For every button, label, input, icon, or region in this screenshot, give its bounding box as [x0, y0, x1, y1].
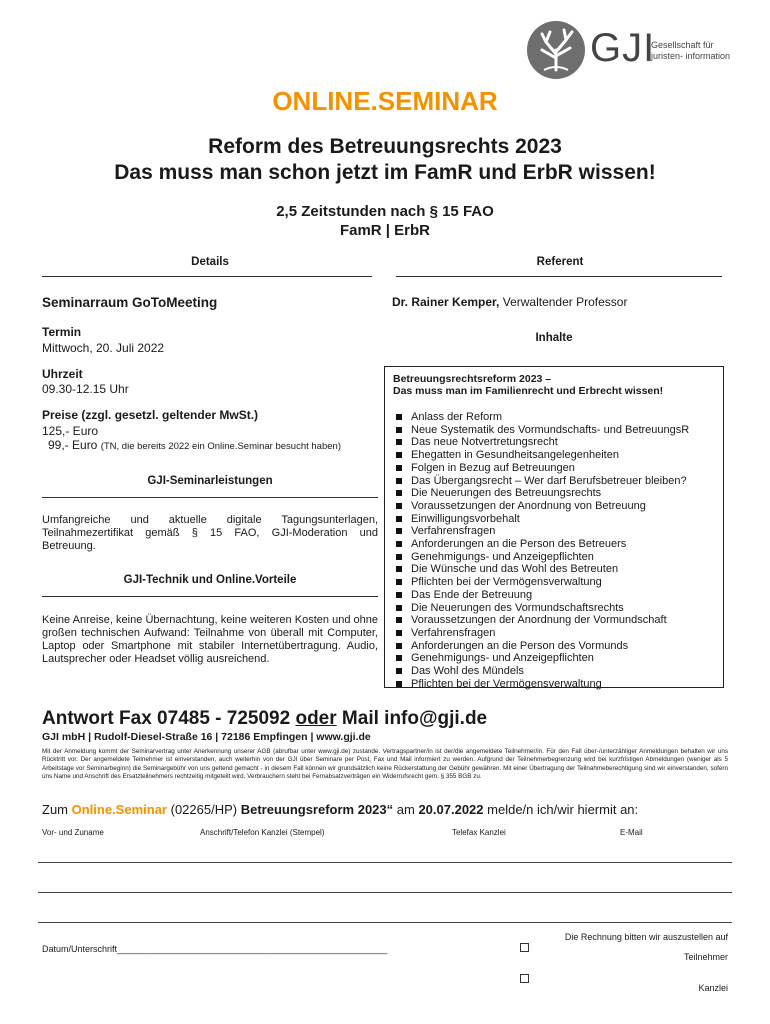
- credit-info: 2,5 Zeitstunden nach § 15 FAO FamR | ErbR: [276, 203, 494, 239]
- inhalte-item: Pflichten bei der Vermögensverwaltung: [393, 678, 689, 691]
- inhalte-item: Anlass der Reform: [393, 411, 689, 424]
- inhalte-heading: Inhalte: [535, 332, 573, 344]
- inhalte-item: Neue Systematik des Vormundschafts- und BetreuungsR: [393, 424, 689, 437]
- inhalte-item: Folgen in Bezug auf Betreuungen: [393, 462, 689, 475]
- termin-label: Termin: [42, 325, 82, 339]
- form-label-fax: Telefax Kanzlei: [452, 828, 506, 837]
- inhalte-item: Einwilligungsvorbehalt: [393, 513, 689, 526]
- inhalte-item: Das Übergangsrecht – Wer darf Berufsbetreuer bleiben?: [393, 475, 689, 488]
- price-reduced: 99,- Euro (TN, die bereits 2022 ein Online.Seminar besucht haben): [48, 438, 341, 452]
- technik-heading: GJI-Technik und Online.Vorteile: [123, 574, 297, 586]
- inhalte-item: Das Ende der Betreuung: [393, 589, 689, 602]
- logo-tagline: Gesellschaft für juristen- information: [651, 40, 731, 61]
- uhrzeit-label: Uhrzeit: [42, 367, 83, 381]
- referent: Dr. Rainer Kemper, Verwaltender Professor: [392, 295, 628, 309]
- referent-heading: Referent: [536, 256, 584, 268]
- form-label-name: Vor- und Zuname: [42, 828, 104, 837]
- company-address: GJI mbH | Rudolf-Diesel-Straße 16 | 72186 Empfingen | www.gji.de: [42, 731, 371, 743]
- form-label-email: E-Mail: [620, 828, 643, 837]
- page-title: Reform des Betreuungsrechts 2023 Das muss man schon jetzt im FamR und ErbR wissen!: [114, 135, 656, 184]
- invoice-options: Die Rechnung bitten wir auszustellen auf Teilnehmer Kanzlei: [520, 932, 728, 994]
- technik-text: Keine Anreise, keine Übernachtung, keine weiteren Kosten und ohne großen technischen Aufwand: Teilnahme von überall mit Computer, Laptop oder Smartphone mit stabiler Internetübertragung. Audio, Lautsprecher oder Headset völlig ausreichend.: [42, 614, 378, 665]
- inhalte-item: Das Wohl des Mündels: [393, 665, 689, 678]
- seminar-kicker: ONLINE.SEMINAR: [272, 86, 498, 116]
- termin-value: Mittwoch, 20. Juli 2022: [42, 341, 165, 355]
- seminar-location: Seminarraum GoToMeeting: [42, 295, 218, 310]
- details-heading: Details: [191, 256, 229, 268]
- form-entry-line[interactable]: [38, 892, 732, 893]
- inhalte-item: Verfahrensfragen: [393, 525, 689, 538]
- inhalte-item: Das neue Notvertretungsrecht: [393, 436, 689, 449]
- inhalte-list: [393, 411, 689, 690]
- inhalte-item: Genehmigungs- und Anzeigepflichten: [393, 652, 689, 665]
- inhalte-item: Die Wünsche und das Wohl des Betreuten: [393, 563, 689, 576]
- inhalte-item: Genehmigungs- und Anzeigepflichten: [393, 551, 689, 564]
- leistungen-text: Umfangreiche und aktuelle digitale Tagungsunterlagen, Teilnahmezertifikat gemäß § 15 FAO, GJI-Moderation und Betreuung.: [42, 514, 378, 552]
- logo-wordmark: GJI: [590, 26, 656, 70]
- order-statement: Zum Online.Seminar (02265/HP) Betreuungsreform 2023“ am 20.07.2022 melde/n ich/wir hiermit an:: [42, 802, 639, 817]
- divider: [42, 276, 372, 277]
- checkbox-kanzlei[interactable]: [520, 974, 529, 983]
- inhalte-box: [384, 366, 724, 688]
- form-entry-line[interactable]: [38, 922, 732, 923]
- inhalte-item: Anforderungen an die Person des Vormunds: [393, 640, 689, 653]
- checkbox-teilnehmer[interactable]: [520, 943, 529, 952]
- inhalte-item: Verfahrensfragen: [393, 627, 689, 640]
- inhalte-item: Anforderungen an die Person des Betreuers: [393, 538, 689, 551]
- form-entry-line[interactable]: [38, 862, 732, 863]
- inhalte-item: Voraussetzungen der Anordnung von Betreuung: [393, 500, 689, 513]
- form-label-address: Anschrift/Telefon Kanzlei (Stempel): [200, 828, 325, 837]
- price-full: 125,- Euro: [42, 424, 99, 438]
- inhalte-box-title: Betreuungsrechtsreform 2023 – Das muss man im Familienrecht und Erbrecht wissen!: [393, 373, 664, 397]
- leistungen-heading: GJI-Seminarleistungen: [147, 475, 273, 487]
- inhalte-item: Ehegatten in Gesundheitsangelegenheiten: [393, 449, 689, 462]
- uhrzeit-value: 09.30-12.15 Uhr: [42, 382, 129, 396]
- divider: [42, 497, 378, 498]
- preise-label: Preise (zzgl. gesetzl. geltender MwSt.): [42, 408, 259, 422]
- inhalte-item: Die Neuerungen des Betreuungsrechts: [393, 487, 689, 500]
- inhalte-item: Pflichten bei der Vermögensverwaltung: [393, 576, 689, 589]
- inhalte-item: Die Neuerungen des Vormundschaftsrechts: [393, 602, 689, 615]
- answer-line: Antwort Fax 07485 - 725092 oder Mail info@gji.de: [42, 708, 488, 729]
- signature-field[interactable]: Datum/Unterschrift______________________________________________________: [42, 944, 388, 954]
- divider: [396, 276, 722, 277]
- inhalte-item: Voraussetzungen der Anordnung der Vormundschaft: [393, 614, 689, 627]
- legal-notice: Mit der Anmeldung kommt der Seminarvertrag unter Anerkennung unserer AGB (abrufbar unter www.gji.de) zustande. Vertragspartner/in ist der/die angemeldete Teilnehmer/in. Für den Fall über-/unterzähliger Anmeldungen behalten wir uns Rücktritt vor. Der angemeldete Teilnehmer ist einverstanden, auch weiterhin von der GJI über Seminare per Post, Fax und Mail informiert zu werden. Aufgrund der Teilnehmerbegrenzung wird bei kurzfristigen Abmeldungen (weniger als 5 Arbeitstage vor Seminarbeginn) die Seminargebühr von uns geltend gemacht - in diesem Fall können wir grundsätzlich keine Rückerstattung der Gebühr gewähren. Mit einer Übertragung der Teilnahmeberechtigung sind wir einverstanden, sofern uns Name und Anschrift des Ersatzteilnehmers rechtzeitig mitgeteilt wird. Verbrauchern steht bei Fernabsatzverträgen ein Widerrufsrecht gem. § 355 BGB zu.: [42, 748, 728, 781]
- divider: [42, 596, 378, 597]
- gji-logo-icon: [526, 20, 586, 80]
